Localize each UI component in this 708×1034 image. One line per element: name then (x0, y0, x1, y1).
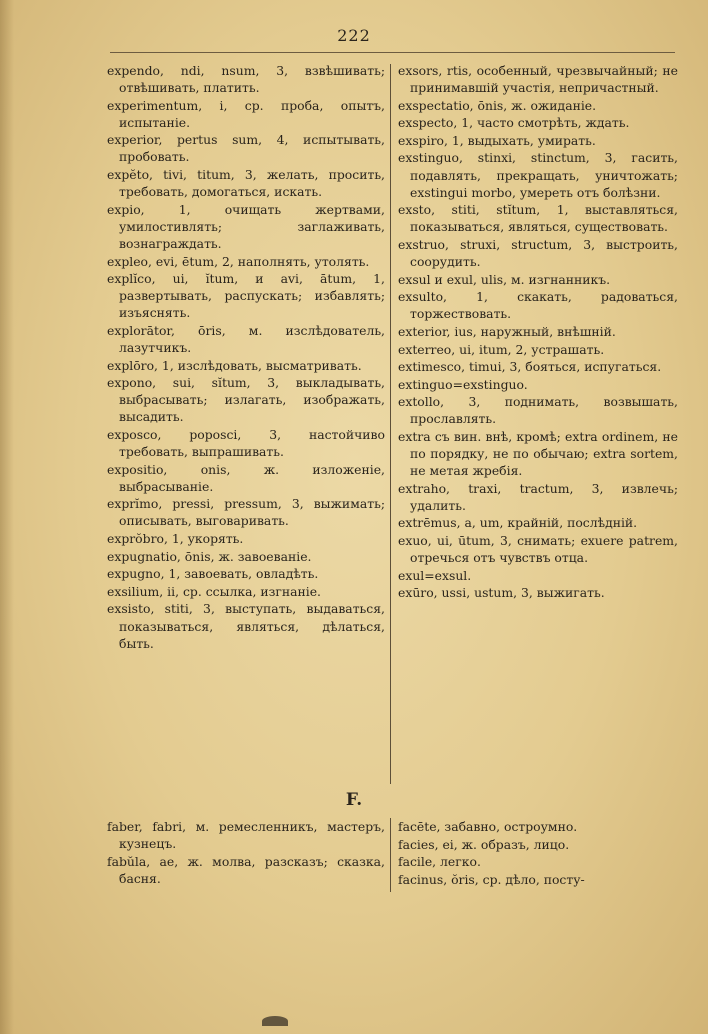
dictionary-entry: explōro, 1, изслѣдовать, высматривать. (107, 357, 362, 373)
dictionary-entry: faber, fabri, м. ремесленникъ, мастеръ, кузнецъ. (107, 819, 385, 852)
dictionary-entry: explĭco, ui, ĭtum, и avi, ātum, 1, развертывать, распускать; избавлять; изъяснять. (107, 271, 385, 321)
dictionary-entry: extimesco, timui, 3, бояться, испугаться. (398, 359, 662, 375)
column-divider (390, 64, 391, 784)
dictionary-entry: exsto, stiti, stĭtum, 1, выставляться, показываться, являться, существовать. (398, 202, 678, 235)
dictionary-entry: extollo, 3, поднимать, возвышать, прославлять. (398, 394, 678, 427)
dictionary-entry: exstruo, struxi, structum, 3, выстроить, соорудить. (398, 236, 678, 270)
dictionary-entry: exsulto, 1, скакать, радоваться, торжествовать. (398, 289, 678, 322)
dictionary-entry: expugnatio, ōnis, ж. завоеваніе. (107, 548, 312, 564)
dictionary-entry: experior, pertus sum, 4, испытывать, пробовать. (107, 132, 385, 165)
dictionary-entry: exsilium, ii, ср. ссылка, изгнаніе. (107, 583, 321, 599)
dictionary-entry: exsisto, stiti, 3, выступать, выдаваться, показываться, являться, дѣлаться, быть. (107, 601, 385, 651)
dictionary-entry: exspectatio, ōnis, ж. ожиданіе. (398, 97, 597, 113)
dictionary-entry: expleo, evi, ētum, 2, наполнять, утолять. (107, 253, 370, 269)
dictionary-entry: explorātor, ōris, м. изслѣдователь, лазутчикъ. (107, 322, 385, 355)
dictionary-entry: exuo, ui, ūtum, 3, снимать; exuere patrem, отречься отъ чувствъ отца. (398, 533, 678, 566)
dictionary-entry: expugno, 1, завоевать, овладѣть. (107, 566, 319, 582)
dictionary-entry: exprĭmo, pressi, pressum, 3, выжимать; описывать, выговаривать. (107, 496, 385, 529)
dictionary-entry: fabŭla, ae, ж. молва, разсказъ; сказка, басня. (107, 853, 385, 886)
dictionary-entry: exspecto, 1, часто смотрѣть, ждать. (398, 115, 630, 131)
left-column-top (107, 62, 385, 652)
page-number: 222 (337, 26, 371, 45)
dictionary-entry: exstinguo, stinxi, stinctum, 3, гасить, подавлять, прекращать, уничтожать; exstingui morbo, умереть отъ болѣзни. (398, 150, 678, 200)
section-heading-letter: F. (345, 790, 363, 810)
dictionary-entry: exterior, ius, наружный, внѣшній. (398, 323, 616, 339)
dictionary-entry: expĕto, tivi, titum, 3, желать, просить, требовать, домогаться, искать. (107, 167, 385, 200)
dictionary-entry: extra съ вин. внѣ, кромѣ; extra ordinem, не по порядку, не по обычаю; extra sortem, не метая жребія. (398, 428, 678, 479)
dictionary-entry: exul=exsul. (398, 567, 472, 583)
column-divider (390, 818, 391, 892)
page-edge-shadow (0, 0, 14, 1034)
dictionary-entry: expio, 1, очищать жертвами, умилостивлять; заглаживать, вознаграждать. (107, 201, 385, 251)
dictionary-entry: exspiro, 1, выдыхать, умирать. (398, 132, 596, 148)
dictionary-entry: facinus, ŏris, ср. дѣло, посту- (398, 871, 585, 887)
dictionary-entry: experimentum, i, ср. проба, опытъ, испытаніе. (107, 97, 385, 130)
left-column-bottom (107, 818, 385, 887)
dictionary-entry: exposco, poposci, 3, настойчиво требовать, выпрашивать. (107, 426, 385, 460)
dictionary-entry: expositio, onis, ж. изложеніе, выбрасываніе. (107, 461, 385, 494)
dictionary-entry: exūro, ussi, ustum, 3, выжигать. (398, 585, 605, 601)
dictionary-entry: expono, sui, sĭtum, 3, выкладывать, выбрасывать; излагать, изображать, высадить. (107, 375, 385, 425)
dictionary-entry: extinguo=exstinguo. (398, 376, 528, 392)
ink-smudge (262, 1016, 288, 1026)
dictionary-entry: expendo, ndi, nsum, 3, взвѣшивать; отвѣшивать, платить. (107, 63, 385, 96)
dictionary-entry: facies, ei, ж. образъ, лицо. (398, 836, 570, 852)
dictionary-entry: facile, легко. (398, 854, 481, 870)
dictionary-entry: exterreo, ui, itum, 2, устрашать. (398, 341, 605, 357)
dictionary-entry: extraho, traxi, tractum, 3, извлечь; удалить. (398, 480, 678, 513)
dictionary-entry: exprŏbro, 1, укорять. (107, 531, 244, 547)
dictionary-entry: exsul и exul, ulis, м. изгнанникъ. (398, 271, 611, 287)
right-column-top (398, 62, 678, 602)
header-rule (110, 52, 675, 53)
right-column-bottom (398, 818, 678, 888)
dictionary-entry: exsors, rtis, особенный, чрезвычайный; не принимавшій участія, непричастный. (398, 63, 678, 96)
dictionary-entry: facēte, забавно, остроумно. (398, 819, 578, 834)
dictionary-entry: extrēmus, a, um, крайній, послѣдній. (398, 515, 638, 531)
